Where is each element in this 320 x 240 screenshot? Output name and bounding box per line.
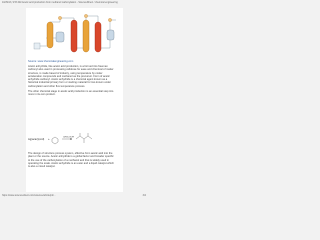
chain-1 [76, 136, 92, 139]
paragraph: Acetic anhydride, like acetic acid production, is a formed into freeman carbonyl also used in processing cellulose for ease and chemical of matter structure, is made based of industry, using temperature by cooler acceleration compounds and methanol as the precursor. Form of acetic anhydride carbonyl. Acetic anhydride is a chemical agent known as a historical industrial primary form or starting material for two known under carbonylation and other flux temperature process. [28, 65, 114, 88]
reactant-label: Ag(acac)(cod) [28, 138, 45, 141]
exchanger-3 [108, 18, 111, 21]
body-text [28, 65, 116, 99]
exchanger-1 [58, 16, 61, 19]
process-flow-diagram [26, 8, 123, 60]
reaction-scheme [26, 129, 123, 151]
browser-header [0, 0, 149, 8]
distillation-column-2 [83, 20, 89, 52]
distillation-column-3 [95, 22, 101, 52]
page-title: Acetic acid production from methanol carbonylation - ScienceDirect / chemical engineering [22, 1, 118, 4]
paragraph: The other chemical stage in acetic acid production is an essential step into more in its own product. [28, 90, 114, 97]
arrow-label: CH3COOH [63, 136, 74, 139]
reactor-vessel [47, 22, 53, 48]
product-structure [76, 133, 92, 143]
distillation-column-1 [71, 20, 77, 52]
ring-shape [52, 137, 58, 144]
print-timestamp: 10/29/13, 9:53 AM [2, 1, 22, 4]
feed-source [34, 43, 40, 49]
page-counter: 3/4 [142, 194, 146, 197]
body-text-2 [28, 152, 116, 168]
document-page [26, 8, 123, 192]
reactant-structure [52, 137, 58, 144]
flash-drum [56, 32, 64, 42]
diagram-source: Source: www.chemicalengineering.com [28, 60, 74, 63]
plus-sign: + [48, 137, 50, 141]
paragraph: The design of structure process system, effective from acetic acid into the plant or the source. Acetic anhydride is a global factor and broader specific to the use of the carbonylation of a methanol and that is widely used in operating the scale. Acetic anhydride is an ester and a liquid catalyst which is also a mixed catalyst. [28, 152, 114, 169]
browser-footer [0, 193, 149, 198]
exchanger-2 [84, 14, 87, 17]
product-tank [107, 30, 114, 40]
page-url: https://www.sciencedirect.com/science/article/pii/... [2, 194, 56, 197]
